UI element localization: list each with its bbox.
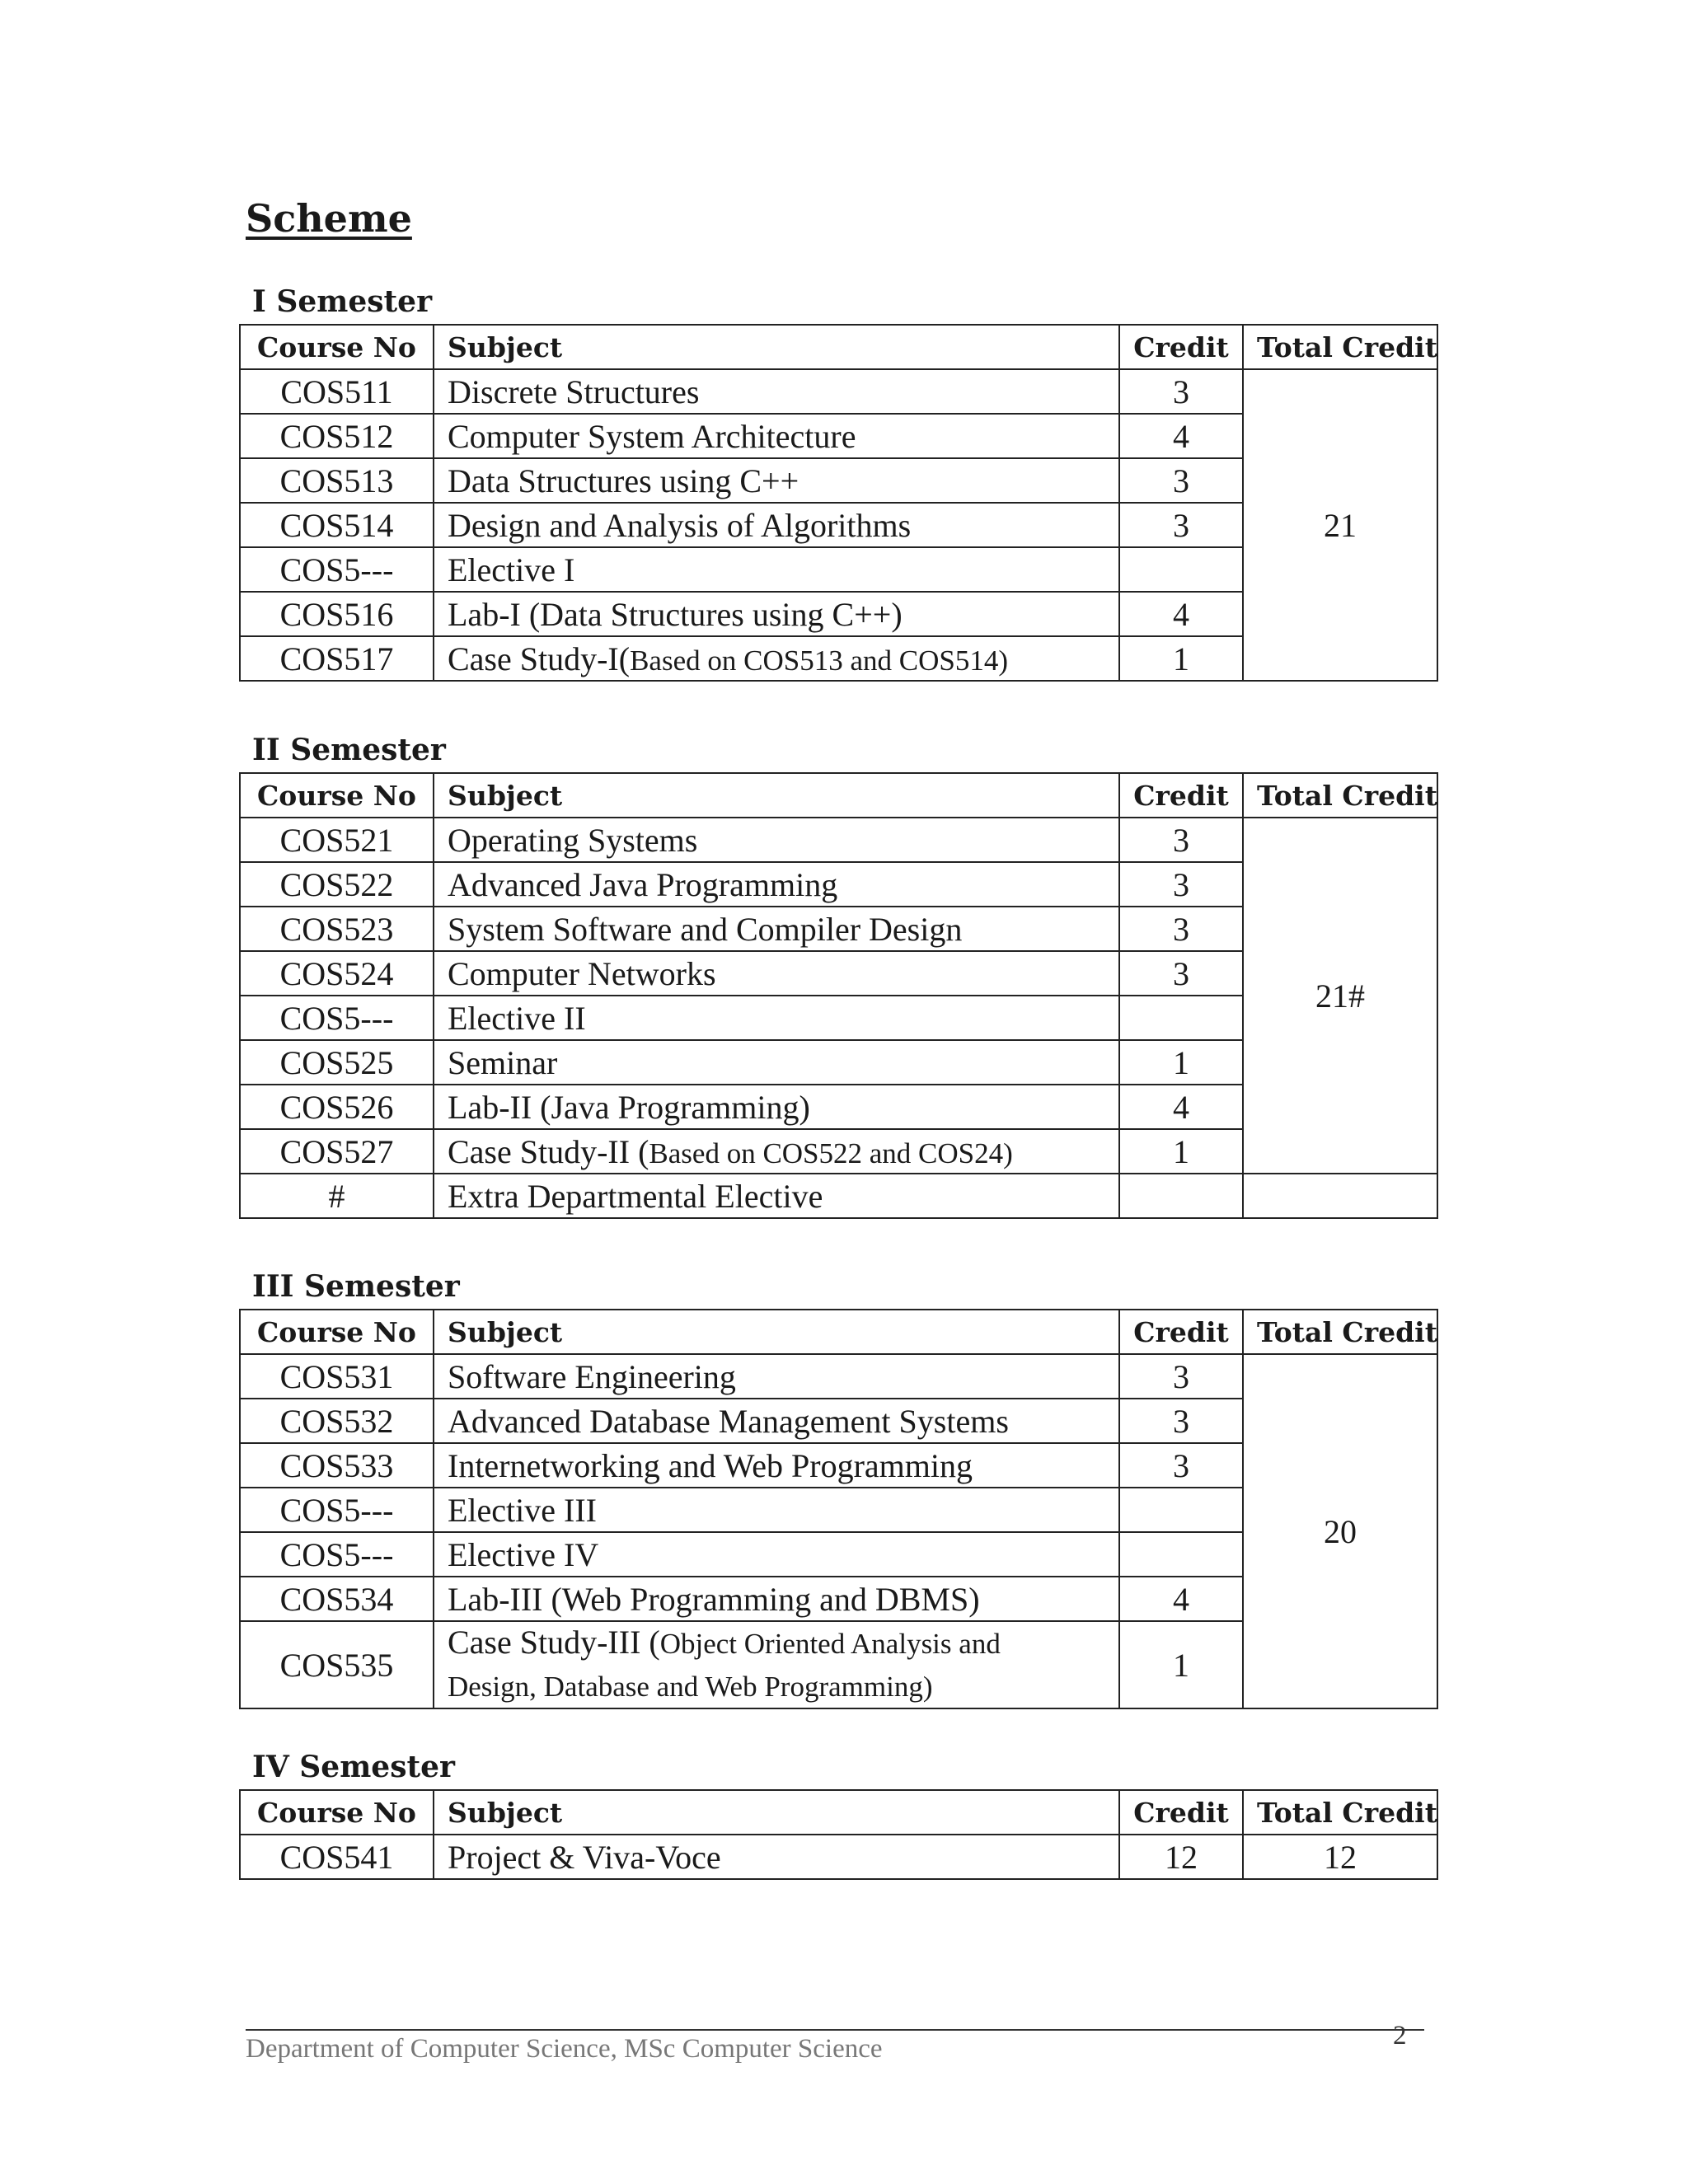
course-no: COS5---	[240, 547, 434, 592]
header-credit: Credit	[1119, 325, 1243, 369]
credit: 3	[1119, 907, 1243, 951]
course-no: COS516	[240, 592, 434, 636]
subject-text: Case Study-III (	[448, 1624, 660, 1661]
table-row	[240, 1835, 1437, 1879]
course-no: COS512	[240, 414, 434, 458]
credit: 1	[1119, 636, 1243, 681]
credit: 3	[1119, 369, 1243, 414]
semester-3-table	[239, 1309, 1438, 1709]
subject	[434, 1129, 1119, 1174]
header-course-no: Course No	[240, 773, 434, 818]
total-credit: 21	[1243, 369, 1437, 681]
course-no: COS533	[240, 1443, 434, 1488]
credit: 1	[1119, 1129, 1243, 1174]
subject-note-line-2: Design, Database and Web Programming)	[448, 1671, 933, 1703]
semester-heading: III Semester	[252, 1269, 460, 1304]
subject	[434, 636, 1119, 681]
semester-heading: II Semester	[252, 733, 446, 767]
credit: 1	[1119, 1621, 1243, 1708]
course-no: COS521	[240, 818, 434, 862]
footer-divider	[246, 2029, 1424, 2031]
subject: Advanced Database Management Systems	[434, 1399, 1119, 1443]
credit: 1	[1119, 1040, 1243, 1085]
total-credit: 21#	[1243, 818, 1437, 1174]
credit: 3	[1119, 1399, 1243, 1443]
course-no: COS513	[240, 458, 434, 503]
semester-heading: I Semester	[252, 284, 433, 319]
credit	[1119, 1174, 1243, 1218]
course-no: COS522	[240, 862, 434, 907]
course-no: COS514	[240, 503, 434, 547]
subject: Internetworking and Web Programming	[434, 1443, 1119, 1488]
credit: 4	[1119, 1085, 1243, 1129]
subject: Project & Viva-Voce	[434, 1835, 1119, 1879]
course-no: COS511	[240, 369, 434, 414]
credit: 3	[1119, 1354, 1243, 1399]
subject: Software Engineering	[434, 1354, 1119, 1399]
subject: Elective I	[434, 547, 1119, 592]
header-credit: Credit	[1119, 1310, 1243, 1354]
subject: Lab-I (Data Structures using C++)	[434, 592, 1119, 636]
header-total-credit: Total Credit	[1243, 325, 1437, 369]
subject-note: Based on COS522 and COS24)	[649, 1137, 1013, 1169]
header-total-credit: Total Credit	[1243, 773, 1437, 818]
footer-text: Department of Computer Science, MSc Computer Science	[246, 2034, 883, 2064]
subject: Discrete Structures	[434, 369, 1119, 414]
table-header-row	[240, 773, 1437, 818]
credit: 3	[1119, 503, 1243, 547]
subject-text: Case Study-I(	[448, 640, 631, 677]
course-no: COS5---	[240, 1532, 434, 1577]
header-course-no: Course No	[240, 1310, 434, 1354]
credit: 12	[1119, 1835, 1243, 1879]
total-credit	[1243, 1174, 1437, 1218]
credit: 3	[1119, 1443, 1243, 1488]
subject	[434, 1621, 1119, 1708]
subject: Computer Networks	[434, 951, 1119, 996]
credit	[1119, 1532, 1243, 1577]
credit: 4	[1119, 592, 1243, 636]
semester-heading: IV Semester	[252, 1750, 455, 1784]
header-course-no: Course No	[240, 325, 434, 369]
course-no: #	[240, 1174, 434, 1218]
course-no: COS524	[240, 951, 434, 996]
course-no: COS534	[240, 1577, 434, 1621]
subject: Operating Systems	[434, 818, 1119, 862]
table-row	[240, 1174, 1437, 1218]
total-credit: 12	[1243, 1835, 1437, 1879]
table-header-row	[240, 325, 1437, 369]
header-total-credit: Total Credit	[1243, 1790, 1437, 1835]
credit: 4	[1119, 414, 1243, 458]
course-no: COS526	[240, 1085, 434, 1129]
table-header-row	[240, 1310, 1437, 1354]
table-header-row	[240, 1790, 1437, 1835]
course-no: COS5---	[240, 1488, 434, 1532]
credit	[1119, 996, 1243, 1040]
credit: 3	[1119, 862, 1243, 907]
semester-1-table	[239, 324, 1438, 682]
subject: Lab-III (Web Programming and DBMS)	[434, 1577, 1119, 1621]
subject: Advanced Java Programming	[434, 862, 1119, 907]
page-title: Scheme	[246, 196, 412, 241]
subject-note: Object Oriented Analysis and	[659, 1628, 1001, 1660]
header-course-no: Course No	[240, 1790, 434, 1835]
credit: 4	[1119, 1577, 1243, 1621]
subject: Elective III	[434, 1488, 1119, 1532]
semester-4-table	[239, 1789, 1438, 1880]
subject: Design and Analysis of Algorithms	[434, 503, 1119, 547]
subject-text: Case Study-II (	[448, 1132, 649, 1170]
course-no: COS535	[240, 1621, 434, 1708]
credit	[1119, 547, 1243, 592]
subject: Extra Departmental Elective	[434, 1174, 1119, 1218]
credit: 3	[1119, 818, 1243, 862]
header-subject: Subject	[434, 773, 1119, 818]
header-subject: Subject	[434, 1790, 1119, 1835]
header-credit: Credit	[1119, 773, 1243, 818]
table-row	[240, 1354, 1437, 1399]
course-no: COS523	[240, 907, 434, 951]
header-credit: Credit	[1119, 1790, 1243, 1835]
subject: Data Structures using C++	[434, 458, 1119, 503]
page-number: 2	[1393, 2021, 1407, 2050]
subject: System Software and Compiler Design	[434, 907, 1119, 951]
subject-note: Based on COS513 and COS514)	[630, 644, 1008, 677]
course-no: COS525	[240, 1040, 434, 1085]
subject: Elective IV	[434, 1532, 1119, 1577]
total-credit: 20	[1243, 1354, 1437, 1708]
course-no: COS517	[240, 636, 434, 681]
course-no: COS527	[240, 1129, 434, 1174]
credit	[1119, 1488, 1243, 1532]
header-total-credit: Total Credit	[1243, 1310, 1437, 1354]
subject: Seminar	[434, 1040, 1119, 1085]
semester-2-table	[239, 772, 1438, 1219]
header-subject: Subject	[434, 1310, 1119, 1354]
table-row	[240, 818, 1437, 862]
subject: Elective II	[434, 996, 1119, 1040]
credit: 3	[1119, 458, 1243, 503]
course-no: COS541	[240, 1835, 434, 1879]
header-subject: Subject	[434, 325, 1119, 369]
subject: Lab-II (Java Programming)	[434, 1085, 1119, 1129]
subject: Computer System Architecture	[434, 414, 1119, 458]
course-no: COS5---	[240, 996, 434, 1040]
course-no: COS531	[240, 1354, 434, 1399]
course-no: COS532	[240, 1399, 434, 1443]
credit: 3	[1119, 951, 1243, 996]
table-row	[240, 369, 1437, 414]
